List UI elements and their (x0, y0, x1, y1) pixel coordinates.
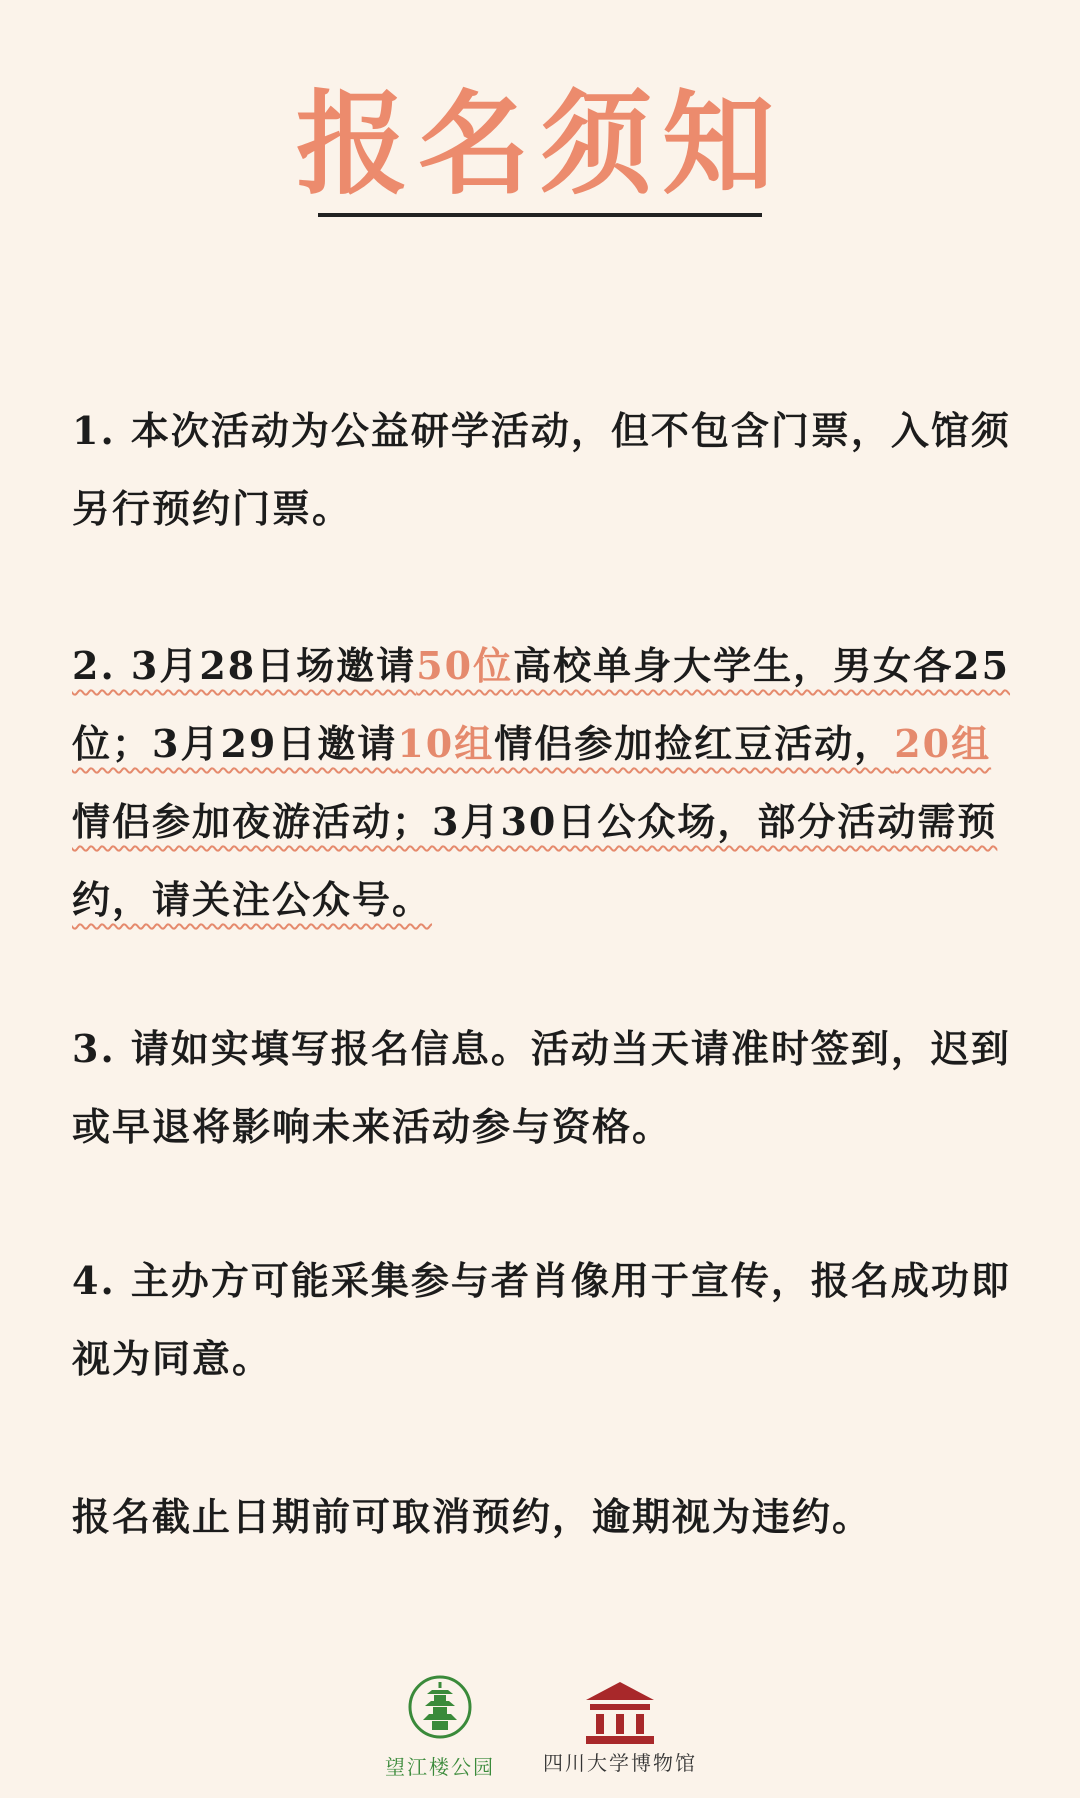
museum-icon (580, 1678, 660, 1748)
title-underline (318, 213, 762, 217)
sichuan-university-museum-label: 四川大学博物馆 (543, 1751, 697, 1775)
notice-item-2-part-4: 情侣参加夜游活动；3月30日公众场，部分活动需预约，请关注公众号。 (72, 799, 998, 922)
highlight-20-groups: 20组 (894, 721, 992, 766)
sichuan-university-museum-logo (530, 1670, 710, 1780)
notice-item-3: 3. 请如实填写报名信息。活动当天请准时签到，迟到或早退将影响未来活动参与资格。 (72, 1026, 1011, 1149)
notice-item-1: 1. 本次活动为公益研学活动，但不包含门票，入馆须另行预约门票。 (72, 408, 1011, 531)
highlight-10-groups: 10组 (397, 721, 495, 766)
notice-item-2 (72, 627, 1022, 939)
wangjianglou-park-label: 望江楼公园 (385, 1755, 495, 1779)
notice-item-4: 4. 主办方可能采集参与者肖像用于宣传，报名成功即视为同意。 (72, 1258, 1011, 1381)
notice-deadline: 报名截止日期前可取消预约，逾期视为违约。 (72, 1494, 873, 1539)
notice-item-2-body (72, 643, 1010, 922)
highlight-50-people: 50位 (416, 643, 514, 688)
notice-item-2-part-3: 情侣参加捡红豆活动， (494, 721, 895, 766)
notice-item-2-part-1: 2. 3月28日场邀请 (72, 643, 417, 688)
footer-logos (0, 1670, 1080, 1780)
pagoda-icon (405, 1670, 475, 1744)
page-title: 报名须知 (296, 79, 784, 210)
notice-item-2-part-2: 高校单身大学生，男女各25位；3月29日邀请 (72, 643, 1011, 766)
wangjianglou-park-logo (380, 1670, 500, 1780)
